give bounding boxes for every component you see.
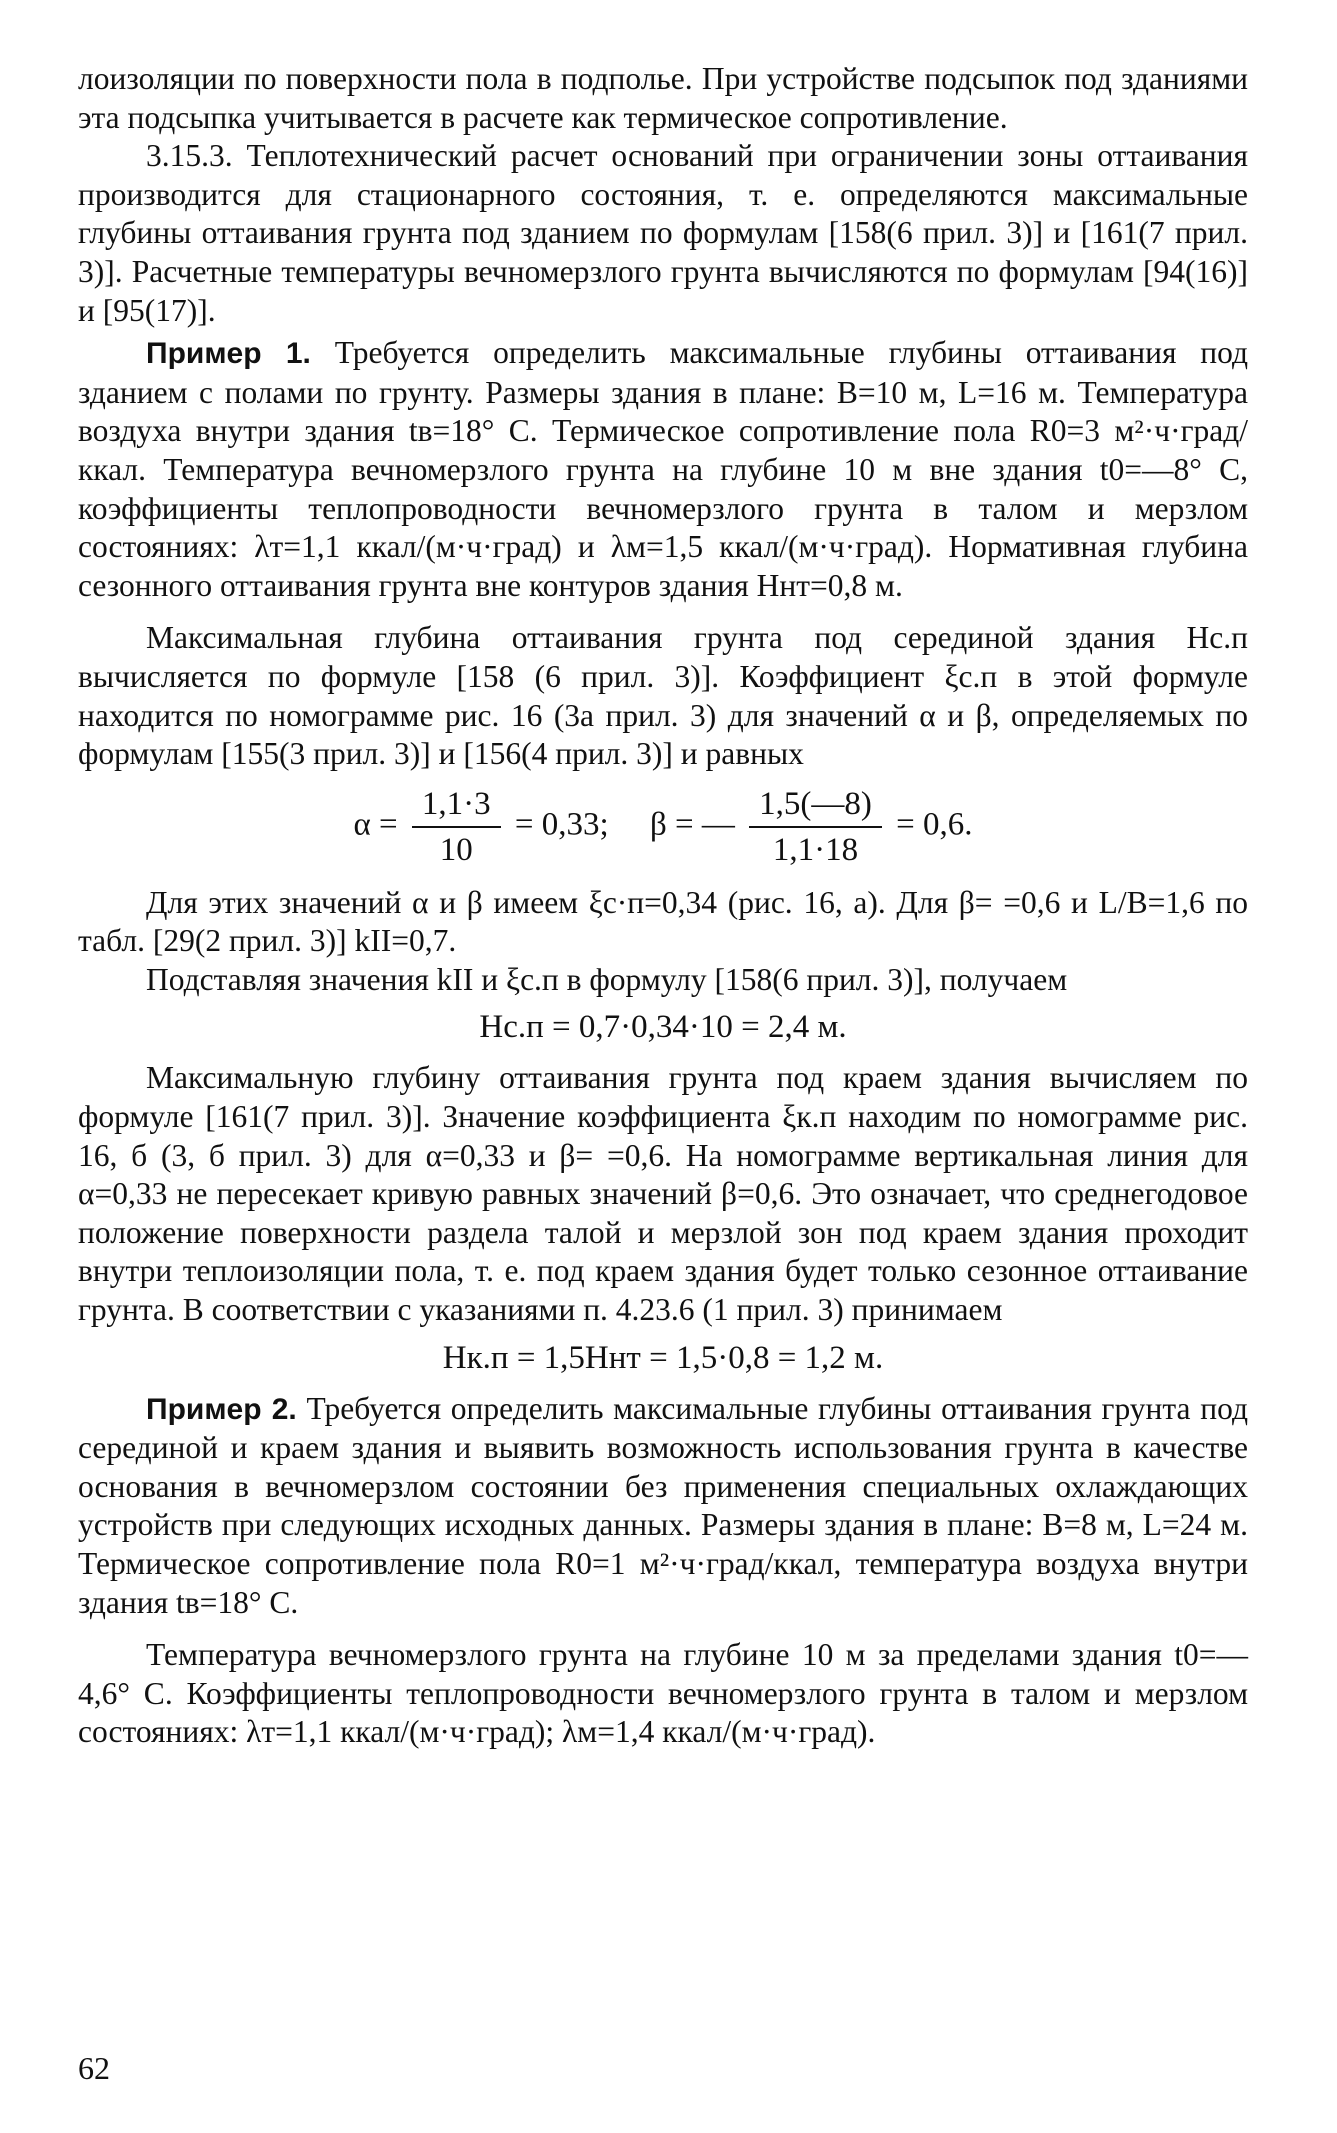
- page-number: 62: [78, 2050, 110, 2086]
- paragraph-substitution: Подставляя значения kII и ξс.п в формулу [158(6 прил. 3)], получаем: [146, 961, 1068, 997]
- example-2-text: Требуется определить максимальные глубины оттаивания грунта под серединой и краем здания и выявить возможность использования грунта в качестве основания в вечномерзлом состоянии без применения специальных охлаждающих устройств при следующих исходных данных. Размеры здания в плане: B=8 м, L=24 м. Термическое сопротивление пола R0=1 м²·ч·град/ккал, температура воздуха внутри здания tв=18° C.: [78, 1390, 1249, 1620]
- alpha-lhs: α =: [353, 806, 398, 843]
- beta-rhs: = 0,6.: [896, 806, 973, 843]
- paragraph-continuation: лоизоляции по поверхности пола в подполье. При устройстве подсыпок под зданиями эта подсыпка учитывается в расчете как термическое сопротивление.: [78, 61, 1248, 135]
- paragraph-max-depth-edge: Максимальную глубину оттаивания грунта под краем здания вычисляем по формуле [161(7 прил. 3)]. Значение коэффициента ξк.п находим по номограмме рис. 16, б (3, б прил. 3) для α=0,33 и β= =0,6. На номограмме вертикальная линия для α=0,33 не пересекает кривую равных значений β=0,6. Это означает, что среднегодовое положение поверхности раздела талой и мерзлой зон под краем здания проходит внутри теплоизоляции пола, т. е. под краем здания будет только сезонное оттаивание грунта. В соответствии с указаниями п. 4.23.6 (1 прил. 3) принимаем: [78, 1060, 1248, 1328]
- paragraph-section-3-15-3: 3.15.3. Теплотехнический расчет оснований при ограничении зоны оттаивания производится для стационарного состояния, т. е. определяются максимальные глубины оттаивания грунта под зданием по формулам [158(6 прил. 3)] и [161(7 прил. 3)]. Расчетные температуры вечномерзлого грунта вычисляются по формулам [94(16)] и [95(17)].: [78, 138, 1248, 328]
- example-2-heading: Пример 2.: [146, 1392, 297, 1426]
- alpha-rhs: = 0,33;: [514, 806, 609, 843]
- formula-hcp: Hс.п = 0,7·0,34·10 = 2,4 м.: [479, 1009, 847, 1046]
- alpha-denominator: 10: [439, 831, 473, 868]
- beta-numerator: 1,5(—8): [749, 784, 882, 828]
- alpha-numerator: 1,1·3: [412, 784, 501, 828]
- beta-denominator: 1,1·18: [772, 831, 859, 868]
- paragraph-values: Для этих значений α и β имеем ξс·п=0,34 (рис. 16, а). Для β= =0,6 и L/B=1,6 по табл. [29(2 прил. 3)] kII=0,7.: [78, 884, 1248, 959]
- formula-alpha-beta: [78, 784, 1248, 870]
- beta-fraction: [749, 784, 882, 870]
- paragraph-permafrost-temperature: Температура вечномерзлого грунта на глубине 10 м за пределами здания t0=—4,6° C. Коэффициенты теплопроводности вечномерзлого грунта в талом и мерзлом состояниях: λт=1,1 ккал/(м·ч·град); λм=1,4 ккал/(м·ч·град).: [78, 1637, 1248, 1750]
- formula-hkp: Hк.п = 1,5Hнт = 1,5·0,8 = 1,2 м.: [442, 1339, 884, 1376]
- example-1-heading: Пример 1.: [146, 337, 311, 371]
- page-body: [78, 60, 1248, 1752]
- beta-lhs: β = —: [649, 806, 735, 843]
- paragraph-max-depth-middle: Максимальная глубина оттаивания грунта под серединой здания Hс.п вычисляется по формуле [158 (6 прил. 3)]. Коэффициент ξс.п в этой формуле находится по номограмме рис. 16 (3а прил. 3) для значений α и β, определяемых по формулам [155(3 прил. 3)] и [156(4 прил. 3)] и равных: [78, 620, 1248, 772]
- paragraph-example-1: [78, 334, 1248, 605]
- alpha-fraction: [412, 784, 501, 870]
- paragraph-example-2: [78, 1390, 1248, 1623]
- example-1-text: Требуется определить максимальные глубины оттаивания под зданием с полами по грунту. Размеры здания в плане: B=10 м, L=16 м. Температура воздуха внутри здания tв=18° C. Термическое сопротивление пола R0=3 м²·ч·град/ккал. Температура вечномерзлого грунта на глубине 10 м вне здания t0=—8° C, коэффициенты теплопроводности вечномерзлого грунта в талом и мерзлом состояниях: λт=1,1 ккал/(м·ч·град) и λм=1,5 ккал/(м·ч·град). Нормативная глубина сезонного оттаивания грунта вне контуров здания Hнт=0,8 м.: [78, 335, 1249, 603]
